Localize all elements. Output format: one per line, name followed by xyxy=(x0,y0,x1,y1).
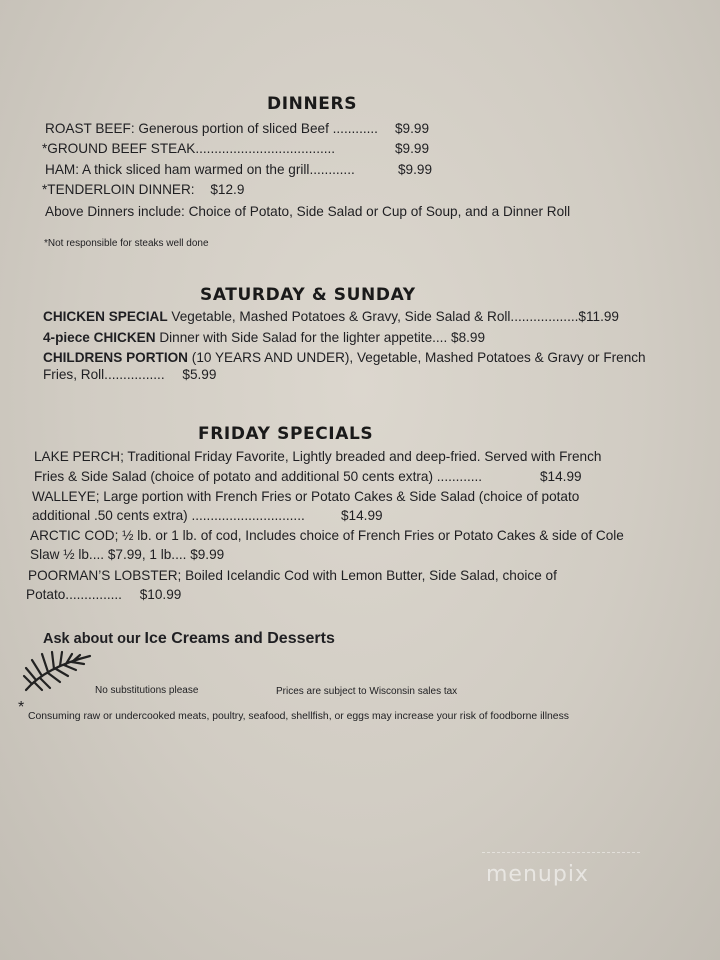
ground-beef-item: *GROUND BEEF STEAK..................................... $9.99 xyxy=(42,141,430,156)
childrens-portion-item: CHILDRENS PORTION (10 YEARS AND UNDER), Vegetable, Mashed Potatoes & Gravy or French xyxy=(43,350,646,365)
menupix-watermark: menupix xyxy=(486,862,589,887)
watermark-divider xyxy=(482,852,640,853)
walleye-line1: WALLEYE; Large portion with French Fries or Potato Cakes & Side Salad (choice of potato xyxy=(32,489,580,504)
weekend-heading: SATURDAY & SUNDAY xyxy=(200,285,416,305)
arctic-cod-line2: Slaw ½ lb.... $7.99, 1 lb.... $9.99 xyxy=(30,547,225,562)
steaks-note: *Not responsible for steaks well done xyxy=(44,238,209,249)
foodborne-warning: Consuming raw or undercooked meats, poultry, seafood, shellfish, or eggs may increase your risk of foodborne illness xyxy=(28,711,569,722)
asterisk-mark: * xyxy=(18,699,25,716)
walleye-line2: additional .50 cents extra) .............................. $14.99 xyxy=(32,508,383,523)
arctic-cod-line1: ARCTIC COD; ½ lb. or 1 lb. of cod, Includes choice of French Fries or Potato Cakes & side of Cole xyxy=(30,528,624,543)
roast-beef-item: ROAST BEEF: Generous portion of sliced Beef ............ $9.99 xyxy=(45,121,430,136)
four-piece-chicken-item: 4-piece CHICKEN Dinner with Side Salad for the lighter appetite.... $8.99 xyxy=(43,330,486,345)
sales-tax-note: Prices are subject to Wisconsin sales tax xyxy=(276,686,458,697)
palm-leaf-icon xyxy=(18,646,94,694)
childrens-portion-line2: Fries, Roll................ $5.99 xyxy=(43,367,217,382)
lake-perch-line2: Fries & Side Salad (choice of potato and additional 50 cents extra) ............ $14.99 xyxy=(34,469,582,484)
lobster-line1: POORMAN’S LOBSTER; Boiled Icelandic Cod with Lemon Butter, Side Salad, choice of xyxy=(28,568,557,583)
lobster-line2: Potato............... $10.99 xyxy=(26,587,182,602)
lake-perch-line1: LAKE PERCH; Traditional Friday Favorite, Lightly breaded and deep-fried. Served with French xyxy=(34,449,602,464)
ham-item: HAM: A thick sliced ham warmed on the grill............ $9.99 xyxy=(45,162,433,177)
tenderloin-item: *TENDERLOIN DINNER: $12.9 xyxy=(42,182,245,197)
no-substitutions-note: No substitutions please xyxy=(95,685,199,696)
dinners-includes: Above Dinners include: Choice of Potato, Side Salad or Cup of Soup, and a Dinner Roll xyxy=(45,204,571,219)
desserts-promo: Ask about our Ice Creams and Desserts xyxy=(43,630,335,647)
chicken-special-item: CHICKEN SPECIAL Vegetable, Mashed Potatoes & Gravy, Side Salad & Roll..................$11.99 xyxy=(43,309,619,324)
dinners-heading: DINNERS xyxy=(267,94,358,114)
friday-heading: FRIDAY SPECIALS xyxy=(198,424,374,444)
